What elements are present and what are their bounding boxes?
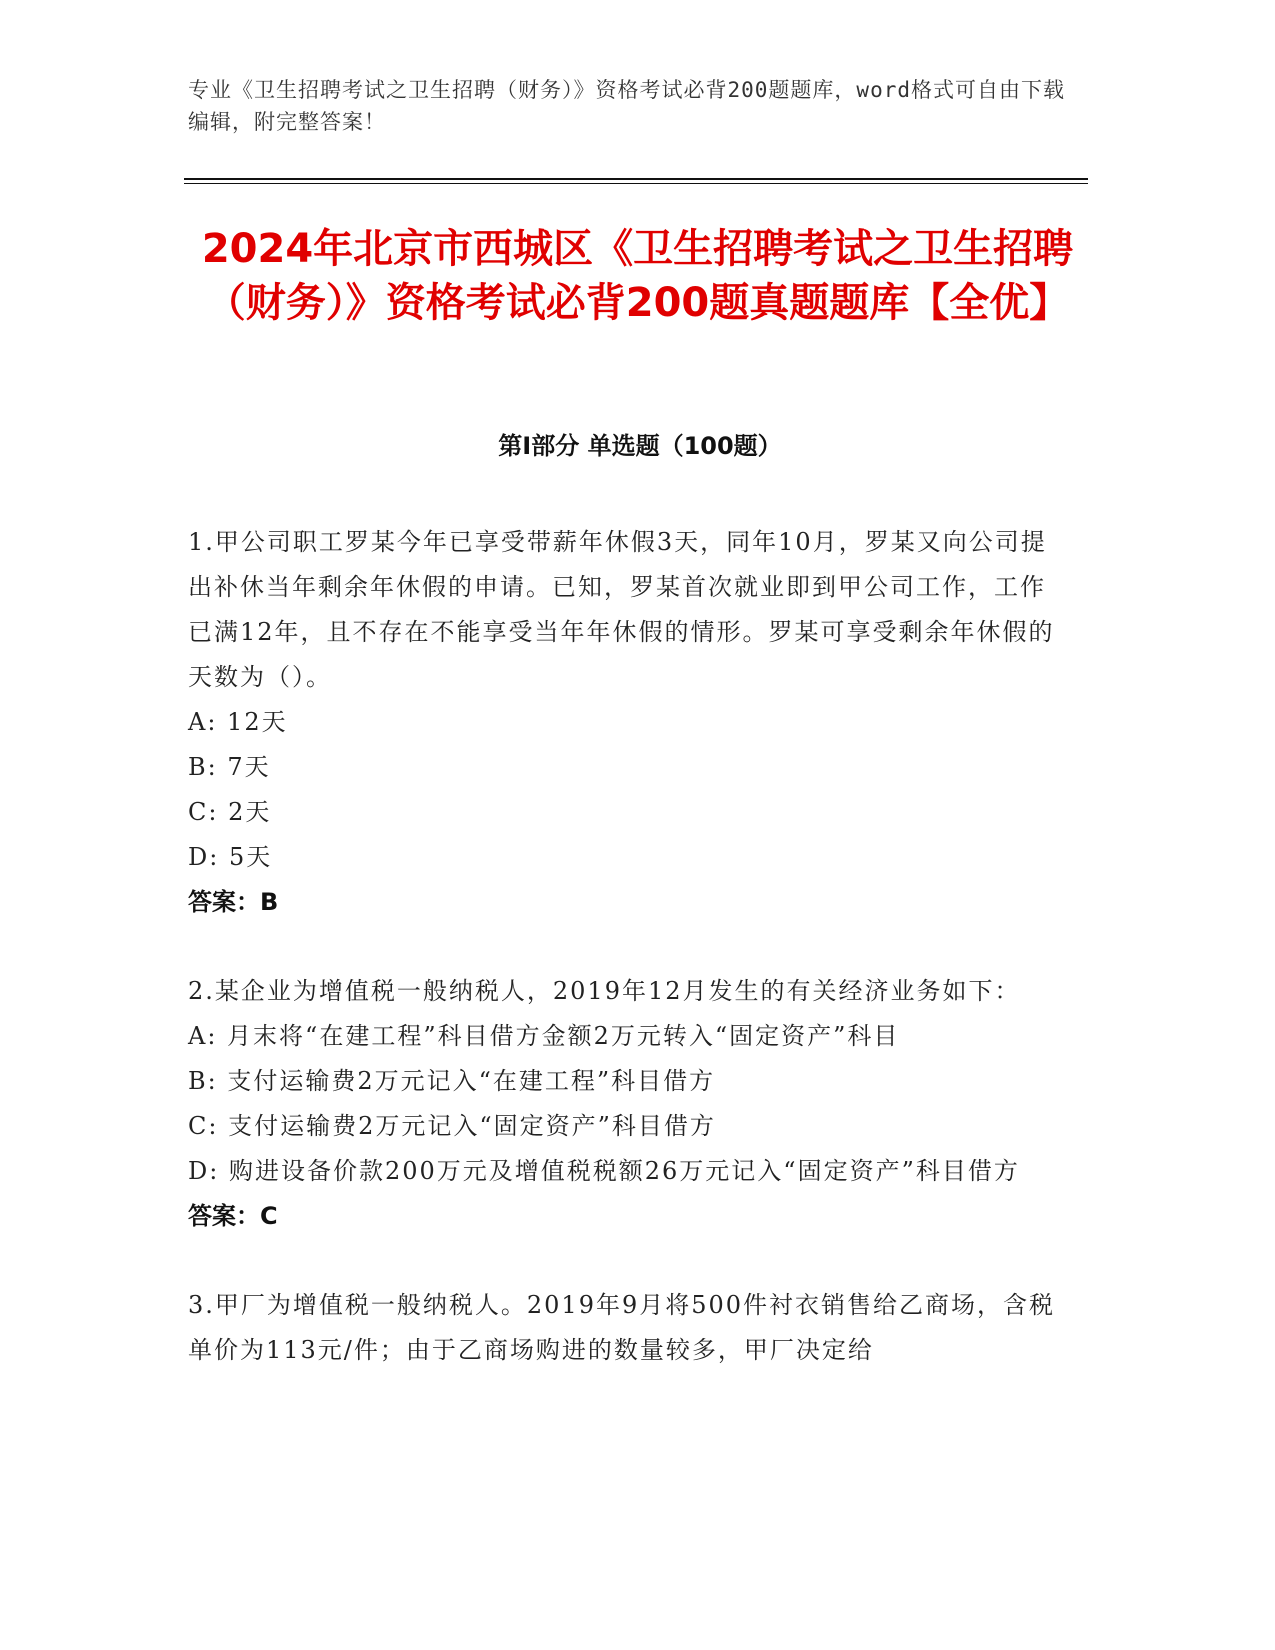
option-c: C: 支付运输费2万元记入“固定资产”科目借方 <box>188 1112 716 1140</box>
question-3 <box>188 1283 1070 1373</box>
question-1 <box>188 520 1070 925</box>
option-c: C: 2天 <box>188 798 272 826</box>
option-d: D: 购进设备价款200万元及增值税税额26万元记入“固定资产”科目借方 <box>188 1157 1020 1185</box>
question-2 <box>188 969 1070 1239</box>
question-list <box>188 520 1070 1417</box>
header-rule-thick <box>184 178 1088 180</box>
question-stem: 3.甲厂为增值税一般纳税人。2019年9月将500件衬衣销售给乙商场，含税单价为113元/件；由于乙商场购进的数量较多，甲厂决定给 <box>188 1291 1056 1364</box>
header-note: 专业《卫生招聘考试之卫生招聘（财务）》资格考试必背200题题库，word格式可自由下载编辑，附完整答案！ <box>188 78 1065 134</box>
answer: 答案：C <box>188 1202 278 1230</box>
section-heading: 第I部分 单选题（100题） <box>498 432 782 460</box>
option-d: D: 5天 <box>188 843 273 871</box>
option-b: B: 7天 <box>188 753 271 781</box>
document-title: 2024年北京市西城区《卫生招聘考试之卫生招聘（财务）》资格考试必背200题真题题库【全优】 <box>201 226 1074 326</box>
option-b: B: 支付运输费2万元记入“在建工程”科目借方 <box>188 1067 716 1095</box>
header-rule-thin <box>184 183 1088 184</box>
question-stem: 1.甲公司职工罗某今年已享受带薪年休假3天，同年10月，罗某又向公司提出补休当年剩余年休假的申请。已知，罗某首次就业即到甲公司工作，工作已满12年，且不存在不能享受当年年休假的情形。罗某可享受剩余年休假的天数为（）。 <box>188 528 1055 691</box>
option-a: A: 月末将“在建工程”科目借方金额2万元转入“固定资产”科目 <box>188 1022 900 1050</box>
question-stem: 2.某企业为增值税一般纳税人，2019年12月发生的有关经济业务如下： <box>188 977 1021 1005</box>
option-a: A: 12天 <box>188 708 288 736</box>
answer: 答案：B <box>188 888 279 916</box>
